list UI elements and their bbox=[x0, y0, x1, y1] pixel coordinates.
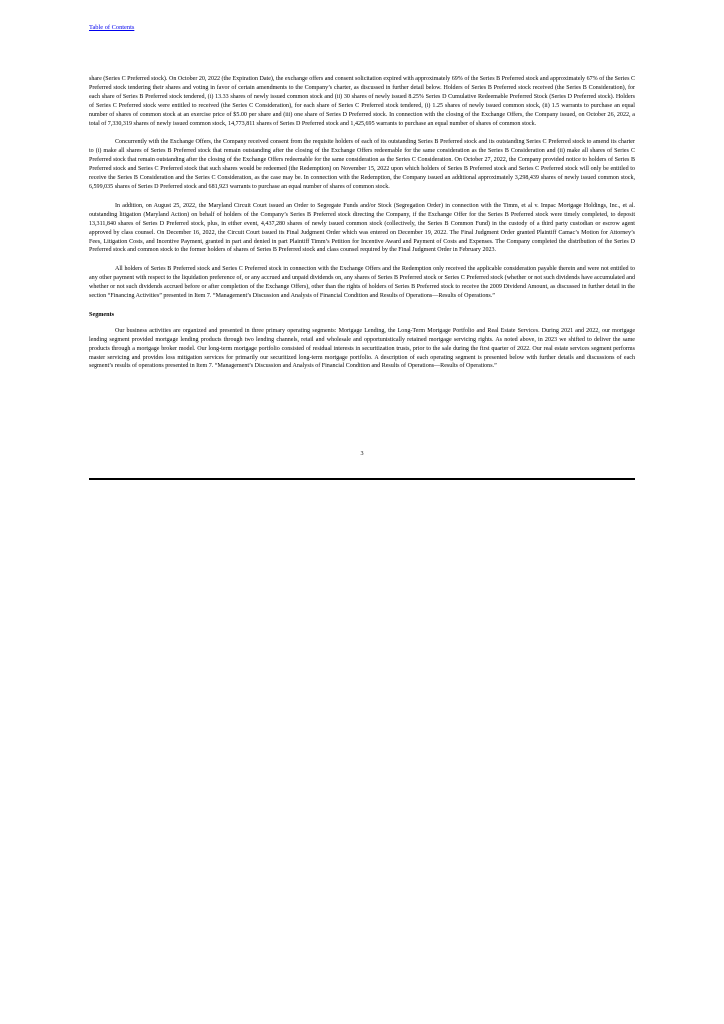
table-of-contents-link[interactable]: Table of Contents bbox=[89, 24, 135, 31]
paragraph-consideration: All holders of Series B Preferred stock and Series C Preferred stock in connection with the Exchange Offers and the Redemption only received the applicable consideration payable therein and were not entitled to any other payment with respect to the liquidation preference of, or any accrued and unpaid dividends on, any shares of Series B Preferred stock or Series C Preferred stock (whether or not such dividends have accumulated and whether or not such dividends accrued before or after completion of the Exchange Offers), other than the rights of holders of Series B Preferred stock to receive the 2009 Dividend Amount, as discussed in further detail in the section “Financing Activities” presented in Item 7. “Management’s Discussion and Analysis of Financial Condition and Results of Operations—Results of Operations.” bbox=[89, 266, 635, 300]
paragraph-segregation-order: In addition, on August 25, 2022, the Maryland Circuit Court issued an Order to Segregate Funds and/or Stock (Segregation Order) in connection with the Timm, et al v. Impac Mortgage Holdings, Inc., et al. outstanding litigation (Maryland Action) on behalf of holders of the Company’s Series B Preferred stock directing the Company, if the Exchange Offer for the Series B Preferred stock were timely completed, to deposit 13,311,840 shares of Series D Preferred stock, plus, in either event, 4,437,280 shares of newly issued common stock (collectively, the Series B Common Fund) in the custody of a third party custodian or escrow agent approved by class counsel. On December 16, 2022, the Circuit Court issued its Final Judgment Order which was entered on December 19, 2022. The Final Judgment Order granted Plaintiff Camac’s Motion for Attorney’s Fees, Litigation Costs, and Incentive Payment, granted in part and denied in part Plaintiff Timm’s Petition for Incentive Award and Payment of Costs and Expenses. The Company completed the distribution of the Series D Preferred stock and common stock to the former holders of shares of Series B Preferred stock and class counsel required by the Final Judgment Order in February 2023. bbox=[89, 202, 635, 254]
document-body bbox=[89, 75, 635, 381]
page-number: 3 bbox=[360, 450, 364, 457]
paragraph-segments: Our business activities are organized and presented in three primary operating segments: Mortgage Lending, the Long-Term Mortgage Portfolio and Real Estate Services. During 2021 and 2022, our mortgage lending segment provided mortgage lending products through two lending channels, retail and wholesale and opportunistically retained mortgage servicing rights. As noted above, in 2023 we shifted to deliver the same products through a mortgage broker model. Our long-term mortgage portfolio consisted of residual interests in securitization trusts, prior to the sale during the first quarter of 2022. Our real estate services segment performs master servicing and provides loss mitigation services for primarily our securitized long-term mortgage portfolio. A description of each operating segment is presented below with further details and discussions of each segment’s results of operations presented in Item 7. “Management’s Discussion and Analysis of Financial Condition and Results of Operations—Results of Operations.” bbox=[89, 327, 635, 370]
paragraph-redemption: Concurrently with the Exchange Offers, the Company received consent from the requisite holders of each of its outstanding Series B Preferred stock and its outstanding Series C Preferred stock to amend its charter to (i) make all shares of Series B Preferred stock that remain outstanding after the closing of the Exchange Offers redeemable for the same consideration as the Series B Consideration and (ii) make all shares of Series C Preferred stock that remain outstanding after the closing of the Exchange Offers redeemable for the same consideration as the Series C Consideration. On October 27, 2022, the Company provided notice to holders of Series B Preferred stock and Series C Preferred stock that such shares would be redeemed (the Redemption) on November 15, 2022 upon which holders of Series B Preferred stock and Series C Preferred stock will only be entitled to receive the Series B Consideration and the Series C Consideration, as the case may be. In connection with the Redemption, the Company issued an additional approximately 3,298,439 shares of newly issued common stock, 6,599,035 shares of Series D Preferred stock and 681,923 warrants to purchase an equal number of shares of common stock. bbox=[89, 139, 635, 190]
segments-heading: Segments bbox=[89, 310, 115, 318]
paragraph-exchange-offers: share (Series C Preferred stock). On October 20, 2022 (the Expiration Date), the exchange offers and consent solicitation expired with approximately 69% of the Series B Preferred stock and approximately 67% of the Series C Preferred stock tendering their shares and voting in favor of certain amendments to the Company’s charter, as discussed in further detail below. Holders of Series B Preferred stock received (the Series B Consideration), for each share of Series B Preferred stock tendered, (i) 13.33 shares of newly issued common stock and (ii) 30 shares of newly issued 8.25% Series D Cumulative Redeemable Preferred Stock (Series D Preferred stock). Holders of Series C Preferred stock were entitled to received (the Series C Consideration), for each share of Series C Preferred stock tendered, (i) 1.25 shares of newly issued common stock, (ii) 1.5 warrants to purchase an equal number of shares of common stock at an exercise price of $5.00 per share and (iii) one share of Series D Preferred stock. In connection with the closing of the Exchange Offers, the Company issued, on October 26, 2022, a total of 7,330,319 shares of newly issued common stock, 14,773,811 shares of Series D Preferred stock and 1,425,695 warrants to purchase an equal number of shares of common stock. bbox=[89, 76, 635, 127]
page-divider bbox=[89, 478, 635, 480]
